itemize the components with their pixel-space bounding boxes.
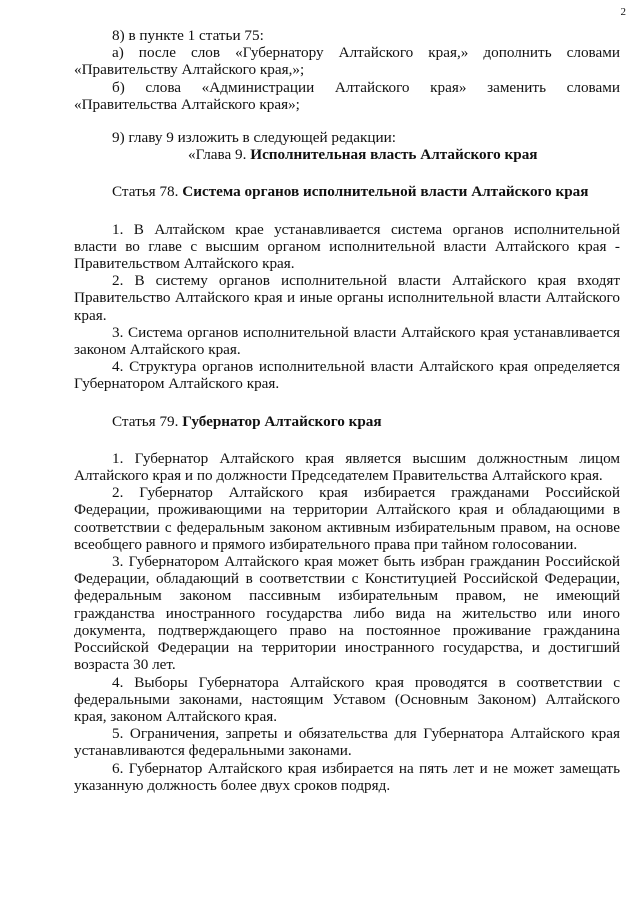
chapter-prefix: «Глава 9. (188, 146, 247, 164)
article-78-paragraph: 4. Структура органов исполнительной власти Алтайского края определяется Губернатором Алтайского края. (74, 358, 620, 393)
spacer (74, 393, 620, 413)
article-79-prefix: Статья 79. (112, 412, 179, 430)
chapter-heading (74, 146, 620, 163)
chapter-title: Исполнительная власть Алтайского края (250, 146, 538, 164)
article-79-paragraph: 4. Выборы Губернатора Алтайского края проводятся в соответствии с федеральными законами, настоящим Уставом (Основным Законом) Алтайского края, законом Алтайского края. (74, 673, 620, 725)
spacer (74, 201, 620, 221)
spacer (74, 163, 620, 183)
article-79-paragraph: 3. Губернатором Алтайского края может быть избран гражданин Российской Федерации, обладающий в соответствии с Конституцией Российской Федерации, федеральным законом пассивным избирательным правом, не имеющий гражданства иностранного государства либо вида на жительство или иного документа, подтверждающего право на постоянное проживание гражданина Российской Федерации на территории иностранного государства, и достигший возраста 30 лет. (74, 553, 620, 674)
article-78-paragraph: 1. В Алтайском крае устанавливается система органов исполнительной власти во главе с высшим органом исполнительной власти Алтайского края - Правительством Алтайского края. (74, 220, 620, 273)
article-79-heading (74, 413, 620, 430)
article-79-paragraph: 6. Губернатор Алтайского края избирается на пять лет и не может замещать указанную должность более двух сроков подряд. (74, 759, 620, 794)
item-8-intro: 8) в пункте 1 статьи 75: (112, 27, 264, 44)
article-78-paragraph: 2. В систему органов исполнительной власти Алтайского края входят Правительство Алтайского края и иные органы исполнительной власти Алтайского края. (74, 272, 620, 324)
spacer (74, 430, 620, 450)
item-8-a: а) после слов «Губернатору Алтайского края,» дополнить словами «Правительству Алтайского края,»; (74, 44, 620, 79)
article-79-paragraph: 5. Ограничения, запреты и обязательства для Губернатора Алтайского края устанавливаются федеральными законами. (74, 725, 620, 760)
article-79-paragraph: 1. Губернатор Алтайского края является высшим должностным лицом Алтайского края и по должности Председателем Правительства Алтайского края. (74, 449, 620, 485)
article-78-paragraph: 3. Система органов исполнительной власти Алтайского края устанавливается законом Алтайского края. (74, 323, 620, 359)
article-79-title: Губернатор Алтайского края (182, 412, 382, 430)
spacer (74, 113, 620, 129)
article-78-prefix: Статья 78. (112, 183, 179, 201)
article-78-heading (74, 183, 620, 200)
article-78-title: Система органов исполнительной власти Алтайского края (182, 183, 589, 201)
article-79-paragraph: 2. Губернатор Алтайского края избирается гражданами Российской Федерации, проживающими на территории Алтайского края и обладающими в соответствии с федеральным законом активным избирательным правом, на основе всеобщего равного и прямого избирательного права при тайном голосовании. (74, 484, 620, 553)
item-8-b: б) слова «Администрации Алтайского края» заменить словами «Правительства Алтайского края»; (74, 78, 620, 113)
page-number: 2 (620, 6, 626, 18)
document-body (74, 27, 620, 794)
item-9-intro: 9) главу 9 изложить в следующей редакции: (112, 129, 397, 147)
